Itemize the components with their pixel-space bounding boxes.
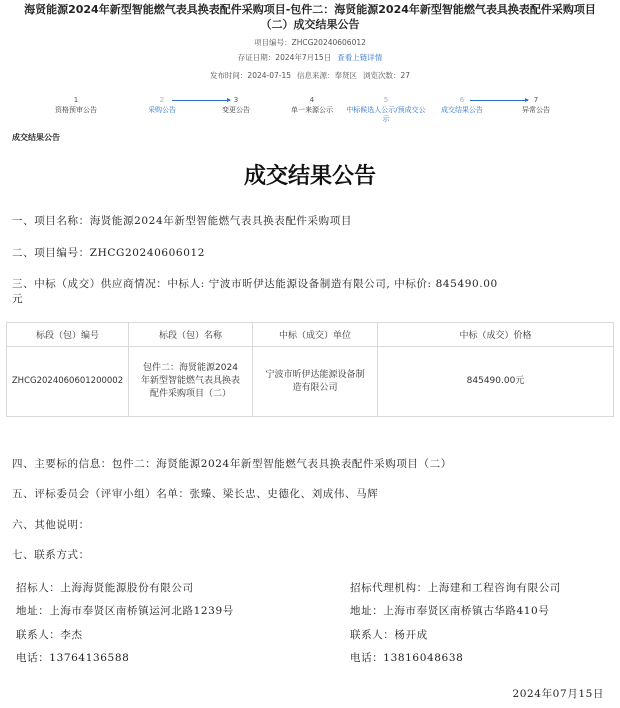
step-label: 资格预审公告 xyxy=(55,106,97,114)
table-header-price: 中标（成交）价格 xyxy=(378,323,614,347)
step-change[interactable] xyxy=(196,94,276,115)
views-value: 27 xyxy=(400,71,411,80)
step-number: 2 xyxy=(159,96,165,104)
step-single-source[interactable] xyxy=(272,94,352,115)
tenderer-contact: 联系人：李杰 xyxy=(16,629,83,641)
step-number: 6 xyxy=(459,96,465,104)
item-project-number: 二、项目编号：ZHCG20240606012 xyxy=(12,247,206,259)
step-candidate[interactable] xyxy=(346,94,426,124)
page-header-title: 海贤能源2024年新型智能燃气表具换表配件采购项目-包件二：海贤能源2024年新型智能燃气表具换表配件采购项目（二）成交结果公告 xyxy=(24,3,596,31)
tenderer-address: 地址：上海市奉贤区南桥镇运河北路1239号 xyxy=(16,605,234,617)
process-steps xyxy=(0,94,620,128)
agent-phone: 电话：13816048638 xyxy=(350,652,464,664)
tenderer-phone: 电话：13764136588 xyxy=(16,652,130,664)
step-number: 7 xyxy=(533,96,539,104)
step-number: 4 xyxy=(309,96,315,104)
cell-name: 包件二：海贤能源2024年新型智能燃气表具换表配件采购项目（二） xyxy=(129,347,253,417)
item-committee: 五、评标委员会（评审小组）名单：张臻、梁长忠、史德化、刘成伟、马辉 xyxy=(12,488,379,500)
source-value: 奉贤区 xyxy=(334,71,358,80)
source-label: 信息来源： xyxy=(297,71,335,80)
publish-time-label: 发布时间： xyxy=(209,71,248,80)
step-label: 异常公告 xyxy=(522,106,550,114)
agent-contact: 联系人：杨开成 xyxy=(350,629,428,641)
publish-info-line xyxy=(0,70,620,81)
table-header-code: 标段（包）编号 xyxy=(7,323,129,347)
step-label: 成交结果公告 xyxy=(441,106,483,114)
main-title: 成交结果公告 xyxy=(243,164,376,189)
record-date-line xyxy=(0,52,620,63)
section-tag: 成交结果公告 xyxy=(12,133,60,142)
table-header-row xyxy=(7,323,614,347)
announcement-date: 2024年07月15日 xyxy=(512,688,604,700)
item-project-name: 一、项目名称：海贤能源2024年新型智能燃气表具换表配件采购项目 xyxy=(12,215,352,227)
step-result[interactable] xyxy=(422,94,502,115)
item-other-notes: 六、其他说明： xyxy=(12,519,90,531)
step-label: 采购公告 xyxy=(148,106,176,114)
record-date-label: 存证日期： xyxy=(237,53,276,62)
step-number: 5 xyxy=(383,96,389,104)
cell-code: ZHCG2024060601200002 xyxy=(7,347,129,417)
table-header-unit: 中标（成交）单位 xyxy=(253,323,378,347)
step-label: 单一来源公示 xyxy=(291,106,333,114)
cell-price: 845490.00元 xyxy=(378,347,614,417)
step-number: 1 xyxy=(73,96,79,104)
step-abnormal[interactable] xyxy=(496,94,576,115)
step-label: 变更公告 xyxy=(222,106,250,114)
views-label: 浏览次数： xyxy=(363,71,401,80)
item-main-subject: 四、主要标的信息：包件二：海贤能源2024年新型智能燃气表具换表配件采购项目（二） xyxy=(12,458,452,470)
step-procurement[interactable] xyxy=(122,94,202,115)
step-prequalification[interactable] xyxy=(36,94,116,115)
item-supplier-line2: 元 xyxy=(12,293,24,305)
project-number-label: 项目编号： xyxy=(254,38,292,47)
agent-name: 招标代理机构：上海建和工程咨询有限公司 xyxy=(350,582,561,594)
agent-address: 地址：上海市奉贤区南桥镇古华路410号 xyxy=(350,605,550,617)
project-number-value: ZHCG20240606012 xyxy=(291,38,366,47)
project-number-line xyxy=(0,37,620,48)
record-date-value: 2024年7月15日 xyxy=(275,53,332,62)
cell-unit: 宁波市昕伊达能源设备制造有限公司 xyxy=(253,347,378,417)
tenderer-name: 招标人：上海海贤能源股份有限公司 xyxy=(16,582,194,594)
step-label: 中标候选人公示/预成交公示 xyxy=(346,106,426,123)
table-row xyxy=(7,347,614,417)
item-supplier-line1: 三、中标（成交）供应商情况：中标人: 宁波市昕伊达能源设备制造有限公司, 中标价: 845490.00 xyxy=(12,278,498,290)
publish-time-value: 2024-07-15 xyxy=(247,71,292,80)
result-table xyxy=(6,322,614,417)
table-header-name: 标段（包）名称 xyxy=(129,323,253,347)
item-contact-heading: 七、联系方式： xyxy=(12,549,90,561)
step-number: 3 xyxy=(233,96,239,104)
chain-detail-link[interactable]: 查看上链详情 xyxy=(337,53,383,62)
